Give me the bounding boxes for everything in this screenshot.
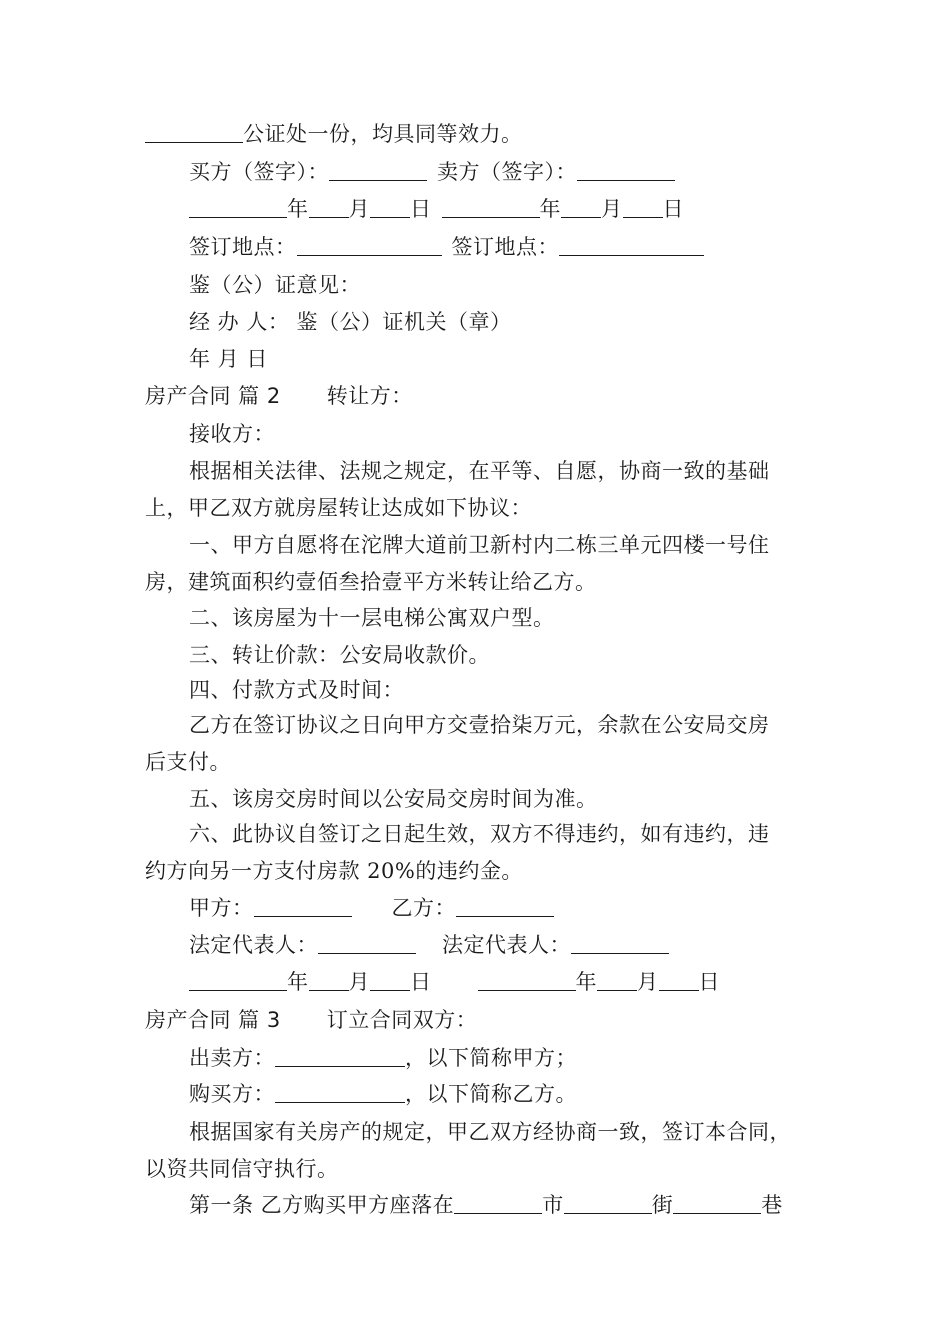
blank-field [189, 967, 287, 991]
blank-field [275, 1079, 405, 1103]
doc-line [145, 1002, 825, 1039]
month-label: 月 [348, 197, 370, 221]
doc-line [189, 191, 869, 228]
blank-field [454, 1190, 542, 1214]
paragraph-line: 上，甲乙双方就房屋转让达成如下协议： [145, 496, 532, 520]
paragraph-line: 乙方在签订协议之日向甲方交壹拾柒万元，余款在公安局交房 [189, 713, 770, 737]
blank-field [561, 194, 601, 218]
blank-field [564, 1190, 652, 1214]
doc-line [189, 229, 869, 266]
blank-field [370, 967, 410, 991]
blank-field [145, 119, 243, 143]
parties-label: 订立合同双方： [326, 1008, 478, 1032]
day-label: 日 [410, 197, 432, 221]
doc-line [189, 964, 869, 1001]
blank-field [597, 967, 637, 991]
blank-field [309, 967, 349, 991]
transferor-label: 转让方： [326, 384, 413, 408]
year-label: 年 [575, 970, 597, 994]
year-label: 年 [287, 197, 309, 221]
seller-sign-label: 卖方（签字）： [437, 160, 577, 184]
doc-line [189, 927, 869, 964]
notary-opinion: 鉴（公）证意见： [189, 273, 361, 297]
blank-field [659, 967, 699, 991]
blank-field [189, 194, 287, 218]
section-title: 房产合同 篇 3 [145, 1008, 281, 1032]
rep-b-label: 法定代表人： [442, 933, 571, 957]
doc-line [145, 116, 825, 153]
rep-a-label: 法定代表人： [189, 933, 318, 957]
blank-field [456, 893, 554, 917]
blank-field [275, 1043, 405, 1067]
day-label: 日 [662, 197, 684, 221]
place-label: 签订地点： [451, 235, 559, 259]
paragraph-line: 房，建筑面积约壹佰叁拾壹平方米转让给乙方。 [145, 570, 597, 594]
month-label: 月 [601, 197, 623, 221]
paragraph-line: 一、甲方自愿将在沱牌大道前卫新村内二栋三单元四楼一号住 [189, 533, 770, 557]
blank-field [559, 232, 704, 256]
year-label: 年 [539, 197, 561, 221]
party-b-label: 乙方： [391, 896, 456, 920]
doc-line [189, 1187, 869, 1224]
month-label: 月 [348, 970, 370, 994]
blank-field [571, 930, 669, 954]
buyer-label: 购买方： [189, 1082, 275, 1106]
place-label: 签订地点： [189, 235, 297, 259]
seller-label: 出卖方： [189, 1046, 275, 1070]
paragraph-line: 约方向另一方支付房款 20%的违约金。 [145, 859, 523, 883]
doc-line [189, 1076, 869, 1113]
paragraph-line: 四、付款方式及时间： [189, 678, 404, 702]
section-title: 房产合同 篇 2 [145, 384, 281, 408]
paragraph-line: 后支付。 [145, 750, 231, 774]
month-label: 月 [637, 970, 659, 994]
receiver-label: 接收方： [189, 422, 275, 446]
buyer-sign-label: 买方（签字）： [189, 160, 329, 184]
paragraph-line: 以资共同信守执行。 [145, 1157, 339, 1181]
doc-line [189, 1040, 869, 1077]
city-label: 市 [542, 1193, 564, 1217]
blank-field [318, 930, 416, 954]
blank-field [577, 157, 675, 181]
article-text: 第一条 乙方购买甲方座落在 [189, 1193, 455, 1217]
street-label: 街 [651, 1193, 674, 1217]
blank-field [442, 194, 540, 218]
blank-field [297, 232, 442, 256]
blank-field [254, 893, 352, 917]
blank-field [329, 157, 427, 181]
handler-line: 经 办 人： 鉴（公）证机关（章） [189, 310, 512, 334]
lane-label: 巷 [761, 1193, 783, 1217]
paragraph-line: 三、转让价款：公安局收款价。 [189, 643, 490, 667]
doc-line [189, 890, 869, 927]
paragraph-line: 根据国家有关房产的规定，甲乙双方经协商一致，签订本合同， [189, 1120, 791, 1144]
year-label: 年 [287, 970, 309, 994]
paragraph-line: 五、该房交房时间以公安局交房时间为准。 [189, 787, 598, 811]
paragraph-line: 根据相关法律、法规之规定，在平等、自愿，协商一致的基础 [189, 459, 770, 483]
date-line: 年 月 日 [189, 347, 268, 371]
paragraph-line: 六、此协议自签订之日起生效，双方不得违约，如有违约，违 [189, 822, 770, 846]
blank-field [478, 967, 576, 991]
buyer-tail: ，以下简称乙方。 [405, 1082, 577, 1106]
party-a-label: 甲方： [189, 896, 254, 920]
day-label: 日 [698, 970, 720, 994]
blank-field [673, 1190, 761, 1214]
blank-field [309, 194, 349, 218]
paragraph-line: 二、该房屋为十一层电梯公寓双户型。 [189, 606, 555, 630]
seller-tail: ，以下简称甲方； [405, 1046, 577, 1070]
day-label: 日 [410, 970, 432, 994]
blank-field [370, 194, 410, 218]
blank-field [623, 194, 663, 218]
doc-line [145, 378, 825, 415]
doc-line [189, 154, 869, 191]
line-text: 公证处一份，均具同等效力。 [243, 122, 523, 146]
